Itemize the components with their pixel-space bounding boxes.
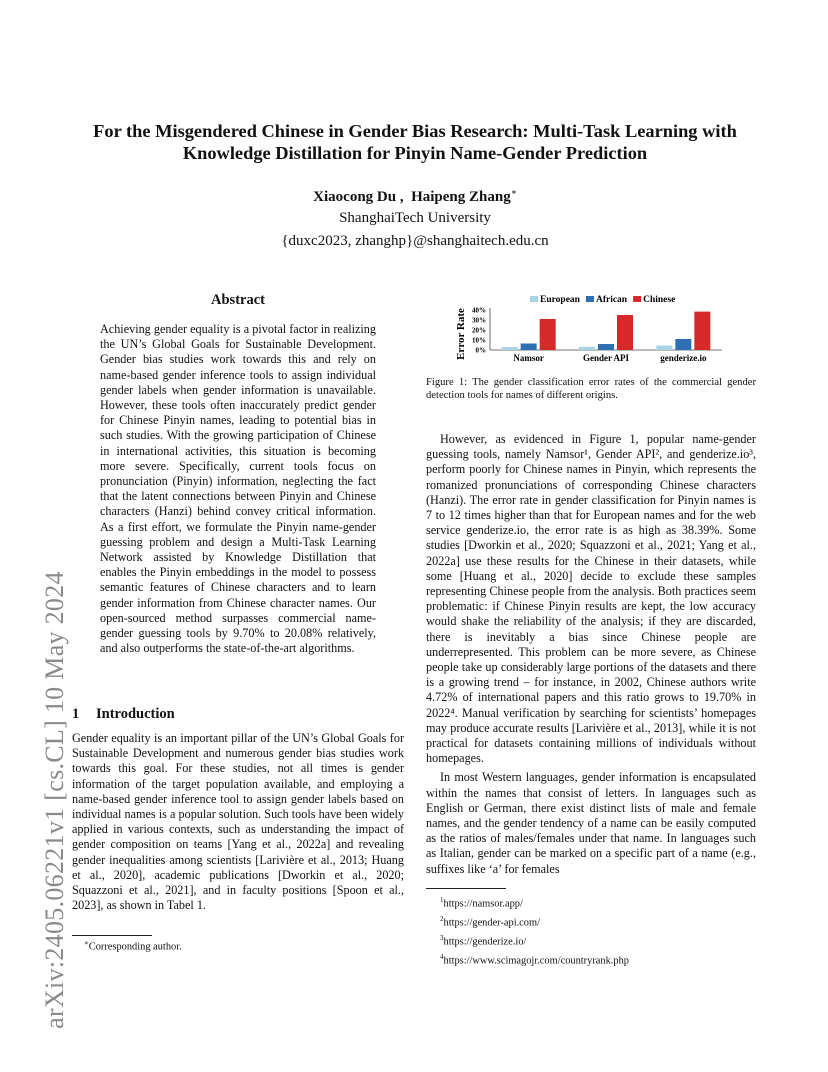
- footnote-1[interactable]: [440, 893, 629, 912]
- footnotes-urls: [440, 893, 629, 969]
- corresponding-mark: ∗: [510, 187, 517, 197]
- footnote-text: Corresponding author.: [88, 941, 182, 953]
- arxiv-stamp: [12, 280, 69, 1029]
- legend-label-european: European: [540, 295, 580, 305]
- y-tick-label: 40%: [472, 306, 486, 315]
- footnote-rule-left: [72, 935, 152, 936]
- legend-label-african: African: [595, 295, 628, 305]
- x-tick-label: Namsor: [513, 353, 544, 363]
- footnote-url[interactable]: https://www.scimagojr.com/countryrank.php: [443, 955, 629, 967]
- bar-european-namsor: [502, 347, 518, 350]
- footnote-url[interactable]: https://namsor.app/: [443, 898, 523, 910]
- paragraph-2: In most Western languages, gender information is encapsulated within the names that consist of letters. In languages such as English or German, there exist distinct lists of male and female names, and the gender tendency of a name can be easily computed as the ratios of males/females under that name. In languages such as Italian, gender can be marked on a specific part of a name (e.g., suffixes like ‘a’ for females: [426, 770, 756, 876]
- y-tick-label: 0%: [475, 346, 486, 355]
- author-2: Haipeng Zhang: [411, 189, 511, 205]
- affiliation: ShanghaiTech University: [339, 210, 491, 226]
- legend-label-chinese: Chinese: [643, 295, 676, 305]
- footnote-mark: ∗: [84, 939, 89, 947]
- paper-title: [70, 120, 760, 164]
- legend-swatch-chinese: [633, 296, 641, 302]
- footnote-4[interactable]: [440, 950, 629, 969]
- bar-chinese-genderizeio: [694, 312, 710, 350]
- footnote-rule-right: [426, 888, 506, 889]
- y-tick-label: 10%: [472, 336, 486, 345]
- x-tick-label: Gender API: [582, 353, 630, 363]
- author-emails: {duxc2023, zhanghp}@shanghaitech.edu.cn: [281, 233, 549, 249]
- footnote-2[interactable]: [440, 912, 629, 931]
- figure-caption: Figure 1: The gender classification error rates of the commercial gender detection tools for names of different origins.: [426, 377, 756, 402]
- section-heading: [72, 706, 175, 723]
- bar-chinese-genderapi: [617, 315, 633, 350]
- footnote-3[interactable]: [440, 931, 629, 950]
- footnote-mark: 4: [440, 952, 444, 961]
- footnote-mark: 3: [440, 933, 444, 942]
- bar-european-genderapi: [579, 347, 595, 350]
- y-axis-label: Error Rate: [455, 308, 467, 360]
- abstract-body: Achieving gender equality is a pivotal factor in realizing the UN’s Global Goals for Sustainable Development. Gender bias studies work towards this and rely on name-based gender inference tools to assign individual gender labels when gender information is unavailable. However, these tools often inaccurately predict gender for Chinese Pinyin names, leading to potential bias in such studies. With the growing participation of Chinese in international activities, this situation is becoming more severe. Specifically, current tools focus on pronunciation (Pinyin) information, neglecting the fact that the latent connections between Pinyin and Chinese characters (Hanzi) behind convey critical information. As a first effort, we formulate the Pinyin name-gender guessing problem and design a Multi-Task Learning Network assisted by Knowledge Distillation that enables the Pinyin embeddings in the model to possess semantic features of Chinese characters and to learn gender information from Chinese character names. Our open-sourced method surpasses commercial name-gender guessing tools by 9.70% to 20.08% relatively, and also outperforms the state-of-the-art algorithms.: [100, 322, 376, 656]
- legend-swatch-african: [586, 296, 594, 302]
- section-title: Introduction: [96, 706, 175, 722]
- abstract-heading: Abstract: [211, 292, 265, 308]
- footnote-url[interactable]: https://gender-api.com/: [443, 917, 540, 929]
- title-line-1: For the Misgendered Chinese in Gender Bias Research: Multi-Task Learning with: [93, 121, 737, 141]
- bar-african-genderizeio: [675, 339, 691, 350]
- paragraph-1: However, as evidenced in Figure 1, popular name-gender guessing tools, namely Namsor¹, Gender API², and genderize.io³, perform poorly for Chinese names in Pinyin, which represents the romanized pronunciations of corresponding Chinese characters (Hanzi). The error rate in gender classification for Pinyin names is 7 to 12 times higher than that for European names and for the web service genderize.io, the error rate is as high as 38.39%. Some studies [Dworkin et al., 2020; Squazzoni et al., 2021; Yang et al., 2022a] use these results for the Chinese in their datasets, while some [Huang et al., 2020] decide to exclude these samples representing Chinese people from the analysis. Both practices seem problematic: if Chinese Pinyin results are kept, the low accuracy would shake the reliability of the analysis; if they are discarded, there is inevitably a bias since Chinese people are underrepresented. This problem can be more severe, as Chinese people take up considerably large portions of the datasets and there is a growing trend – for instance, in 2002, Chinese authors write 4.72% of international papers and this ratio grows to 19.70% in 2022⁴. Manual verification by searching for scientists’ homepages may produce accurate results [Larivière et al., 2013], while it is not practical for datasets containing millions of individuals without homepages.: [426, 432, 756, 766]
- x-tick-label: genderize.io: [660, 353, 707, 363]
- bar-african-genderapi: [598, 344, 614, 350]
- author-1: Xiaocong Du: [313, 189, 397, 205]
- footnote-mark: 2: [440, 914, 444, 923]
- y-tick-label: 30%: [472, 316, 486, 325]
- right-column-body: [426, 432, 756, 877]
- bar-european-genderizeio: [656, 346, 672, 351]
- footnote-mark: 1: [440, 896, 444, 904]
- title-line-2: Knowledge Distillation for Pinyin Name-Gender Prediction: [182, 143, 648, 163]
- section-number: 1: [72, 706, 80, 722]
- author-list: Xiaocong Du , Haipeng Zhang∗: [313, 187, 517, 205]
- arxiv-stamp-text: arXiv:2405.06221v1 [cs.CL] 10 May 2024: [40, 571, 69, 1029]
- legend-swatch-european: [530, 296, 538, 302]
- error-rate-chart: [450, 288, 730, 370]
- bar-african-namsor: [521, 344, 537, 351]
- footnote-corresponding: [84, 939, 182, 952]
- y-tick-label: 20%: [472, 326, 486, 335]
- footnote-url[interactable]: https://genderize.io/: [443, 936, 527, 948]
- bar-chinese-namsor: [540, 319, 556, 350]
- intro-paragraph: Gender equality is an important pillar of the UN’s Global Goals for Sustainable Development and numerous gender bias studies work towards this goal. For these studies, not all times is gender information of the target population available, and employing a name-based gender inference tool to assign gender labels based on individual names is a popular solution. Such tools have been widely applied in various contexts, such as understanding the impact of gender composition on teams [Yang et al., 2022a] and revealing gender inequalities among scientists [Larivière et al., 2013; Huang et al., 2020], academic publications [Dworkin et al., 2020; Squazzoni et al., 2021], and in faculty positions [Spoon et al., 2023], as shown in Tabel 1.: [72, 731, 404, 913]
